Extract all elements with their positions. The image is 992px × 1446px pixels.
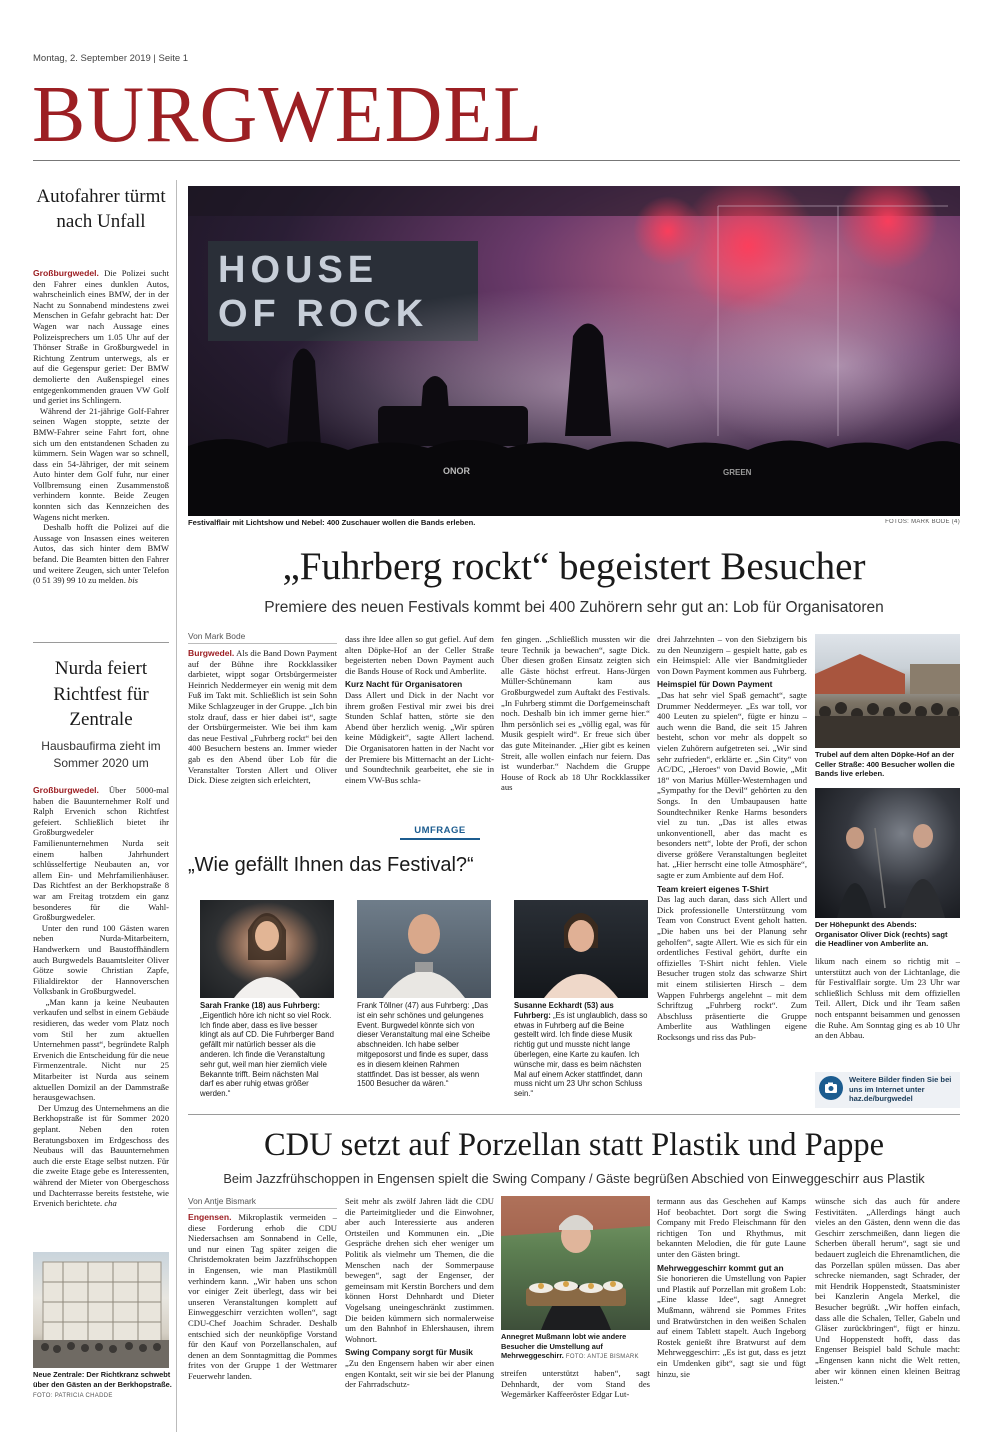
article-headline: Autofahrer türmt nach Unfall bbox=[36, 186, 166, 232]
umfrage-answer: Sarah Franke (18) aus Fuhrberg: „Eigentlich höre ich nicht so viel Rock. Ich finde aber, dass es live besser klingt als auf CD. Die Fuhrberger Band gefällt mir natürlich besser als die anderen. Ich finde die Veranstaltung sehr gut, weil man hier ziemlich viele Bekannte trifft. Beim nächsten Mal darf es aber ruhig etwas größer werden.“ bbox=[200, 1001, 334, 1099]
building-photo bbox=[33, 1252, 169, 1368]
byline: Von Mark Bode bbox=[188, 631, 246, 641]
person-name: Sarah Franke (18) aus Fuhrberg: bbox=[200, 1001, 321, 1010]
article-subhead: Team kreiert eigenes T-Shirt bbox=[657, 883, 769, 894]
buffet-photo bbox=[501, 1196, 650, 1330]
umfrage-answer: Susanne Eckhardt (53) aus Fuhrberg: „Es ist unglaublich, dass so etwas in Fuhrberg auf die Beine gestellt wird. Ich finde diese Musik richtig gut und musste nicht lange überlegen, eine Karte zu kaufen. Ich wünsche mir, dass es beim nächsten Mal auf einem Acker stattfindet, dann muss nicht um 23 Uhr schon Schluss sein.“ bbox=[514, 1001, 648, 1099]
article-column-4: termann aus das Geschehen auf Kamps Hof beobachtet. Dort sorgt die Swing Company mit Fredo Fleischmann für den richtigen Ton und Rhythmus, mit bekannten Melodien, die für gute Laune unter den Gästen bringt. Mehrweggeschirr kommt gut an Sie honorieren die Umstellung von Papier und Plastik auf Porzellan mit großem Lob: „Eine klasse Idee“, sagt Annegret Mußmann, während sie Pommes Frites und Bratwürstchen in den weißen Schalen auf einem Tablett stapelt. Auch Ingeborg Rostek genießt ihre Bratwurst auf dem Mehrweggeschirr: „Es ist gut, dass es jetzt ein Umdenken gibt“, sagt sie und fügt hinzu, sie bbox=[657, 1196, 806, 1379]
article-subhead: Beim Jazzfrühschoppen in Engensen spielt die Swing Company / Gäste begrüßen Abschied von Einweggeschirr aus Plastik bbox=[223, 1171, 925, 1186]
article-column-5: wünsche sich das auch für andere Festivitäten. „Allerdings hängt auch vieles an den Gästen, denn wenn die das Geschirr zerschmeißen, dann liegen die Scherben überall herum“, sagt sie und bedauert zugleich die Ehrenamtlichen, die das Porzellan spülen müssen. Das aber schrecke niemanden, sagt Schrader, der mit Hendrik Hoppenstedt, Staatsminister bei Kanzlerin Angela Merkel, die Besucher begrüßt. „Wir hoffen einfach, dass alle die Schalen, Teller, Gabeln und Gläser zurückbringen“, fügt er hinzu. Und Hoppenstedt hofft, dass das Engenser Beispiel bald Schule macht: „Engensen kann nicht die Welt retten, aber wir können einen kleinen Beitrag leisten.“ bbox=[815, 1196, 960, 1387]
camera-icon bbox=[819, 1076, 843, 1100]
article-headline: „Fuhrberg rockt“ begeistert Besucher bbox=[282, 545, 866, 588]
web-promo[interactable] bbox=[815, 1072, 960, 1108]
section-title: BURGWEDEL bbox=[32, 71, 544, 159]
author-signature: cha bbox=[104, 1198, 117, 1209]
concert-photo bbox=[188, 186, 960, 516]
photo-credit: FOTOS: MARK BODE (4) bbox=[885, 519, 960, 525]
article-dateline: Engensen. bbox=[188, 1212, 232, 1222]
article-column-1: Burgwedel. Als die Band Down Payment auf der Bühne ihre Rockklassiker darbietet, wippt sogar Ortsbürgermeister Heinrich Neddermeyer ein wenig mit dem Fuß im Takt mit. Schließlich ist sein Sohn Mike Schlagzeuger in der Gruppe. „Ich bin stolz drauf, dass er hier dabei ist“, sagte der Ortsbürgermeister. Wie bei ihm kam das neue Festival „Fuhrberg rockt“ bei den 400 Besuchern bestens an. Immer wieder gab es den Abend über Lob für die Veranstalter Torsten Allert und Oliver Dick. Diese zeigten sich erleichtert, bbox=[188, 648, 337, 786]
photo-caption: Neue Zentrale: Der Richtkranz schwebt über den Gästen an der Berkhopstraße. FOTO: PATRICIA CHADDE bbox=[33, 1370, 172, 1399]
photo-caption: Annegret Mußmann lobt wie andere Besucher die Umstellung auf Mehrweggeschirr. FOTO: ANTJE BISMARK bbox=[501, 1332, 639, 1361]
article-column-4: drei Jahrzehnten – von den Siebzigern bis zu den Neunzigern – gespielt hatte, gab es ein Heimspiel: Alle vier Bandmitglieder von Down Payment kommen aus Fuhrberg. Heimspiel für Down Payment „Das hat sehr viel Spaß gemacht“, sagte Drummer Neddermeyer. „Es war toll, vor 400 Leuten zu spielen“, fügte er hinzu – auch wenn die Band, die seit 15 Jahren besteht, schon vor mehr als doppelt so vielen Zuhörern aufgetreten sei. „Wir sind sehr zufrieden“, erklärte er. „Sin City“ von AC/DC, „Heroes“ von David Bowie, „Mit 18“ von Marius Müller-Westernhagen und „Sympathy for the Devil“ gehörten zu den Songs. In den Umbaupausen hatte Soundtechniker Renke Harms besonders viel zu tun. „Das ist alles etwas unkonventionell, aber das macht es besonders nett“, lobte der Profi, der schon diverse größere Veranstaltungen begleitet hat. „Hier herrscht eine tolle Atmosphäre“, sagte er zum Ambiente auf dem Hof. Team kreiert eigenes T-Shirt Das lag auch daran, dass sich Allert und Dick professionelle Unterstützung vom Team von Construct Event geholt hatten. „Die haben uns bei der Planung sehr geholfen“, sagte Allert. Wie es sich für ein ordentliches Festival gehört, durfte ein offizielles T-Shirt nicht fehlen. Viele Besucher trugen stolz das schwarze Shirt mit einem stilisierten Hirsch – dem Wappen Fuhrbergs angelehnt – mit dem Schriftzug „Fuhrberg rockt“. Zum Abschluss präsentierte die Gruppe Amberlite aus Wathlingen eigene Rocksongs und riss das Pub- bbox=[657, 634, 807, 1042]
article-column-3: streifen unterstützt haben“, sagt Dehnhardt, der vom Stand des Wegemärker Kaffeeröster Edgar Lut- bbox=[501, 1368, 650, 1400]
dateline: Montag, 2. September 2019 | Seite 1 bbox=[33, 53, 189, 64]
person-photo bbox=[514, 900, 648, 998]
header-rule bbox=[33, 160, 960, 161]
article-column-1: Engensen. Mikroplastik vermeiden – diese Forderung erhob die CDU Niedersachsen am Sonnabend in Celle, und nur einen Tag später zeigen die Christdemokraten beim Jazzfrühschoppen in Engensen, wie man Plastikmüll verhindern kann. „Wir haben uns schon vor einiger Zeit überlegt, dass wir bei unseren Veranstaltungen komplett auf Einweggeschirr verzichten wollen“, sagt CDU-Chef Joachim Schrader. Deshalb entschied sich der neunköpfige Vorstand für den Kauf von Porzellanschalen, auf denen an dem Sonntagmittag die Pommes frites von der Gruppe 1 der Wettmarer Feuerwehr landen. bbox=[188, 1212, 337, 1381]
article-body: Großburgwedel. Über 5000-mal haben die Bauunternehmer Rolf und Ralph Ervenich schon Richtfest gefeiert. Schließlich bietet ihr Großburgwedeler Familienunternehmen Nurda seit einem halben Jahrhundert schlüsselfertige Neubauten an, vor allem Ein- und Mehrfamilienhäuser. Das Richtfest an der Berkhopstraße 8 war am Freitag trotzdem ein ganz besonderes für die Wahl-Großburgwedeler. Unter den rund 100 Gästen waren neben Nurda-Mitarbeitern, Handwerkern und Baustoffhändlern auch Burgwedels Bauamtsleiter Oliver Götze sowie Christian Zapfe, Filialdirektor der Hannoverschen Volksbank in Großburgwedel. „Man kann ja keine Neubauten verkaufen und selbst in einem Gebäude residieren, das weder vom Platz noch vom Stil her zum aktuellen Unternehmen passt“, begründete Ralph Ervenich die Entscheidung für die neue Firmenzentrale. Nicht nur 25 Mitarbeiter ist Nurda aus seinem aktuellen Domizil an der Dammstraße herausgewachsen. Der Umzug des Unternehmens an die Berkhopstraße ist für Sommer 2020 geplant. Neben den roten Beratungsboxen im Erdgeschoss des Neubaus will das Bauunternehmen auch die erste Etage selbst nutzen. Für die zweite Etage gebe es Interessenten, während der Mieter von Obergeschoss und Dachterrasse bereits feststehe, wie Ervenich berichtete. cha bbox=[33, 785, 169, 1209]
article-headline: CDU setzt auf Porzellan statt Plastik und Pappe bbox=[263, 1127, 885, 1163]
person-name: Susanne Eckhardt (53) aus Fuhrberg: bbox=[514, 1001, 614, 1020]
photo-caption: Trubel auf dem alten Döpke-Hof an der Celler Straße: 400 Besucher wollen die Bands live erleben. bbox=[815, 750, 955, 779]
article-dateline: Großburgwedel. bbox=[33, 785, 99, 795]
article-dateline: Großburgwedel. bbox=[33, 268, 99, 278]
person-photo bbox=[357, 900, 491, 998]
article-subhead: Hausbaufirma zieht im Sommer 2020 um bbox=[41, 739, 161, 770]
umfrage-question: „Wie gefällt Ihnen das Festival?“ bbox=[188, 854, 474, 876]
byline: Von Antje Bismark bbox=[188, 1196, 256, 1206]
web-promo-text: Weitere Bilder finden Sie bei uns im Internet unter haz.de/burgwedel bbox=[849, 1075, 952, 1104]
photo-credit: FOTO: ANTJE BISMARK bbox=[565, 1354, 639, 1361]
article-subhead: Heimspiel für Down Payment bbox=[657, 679, 773, 690]
article-subhead: Swing Company sorgt für Musik bbox=[345, 1347, 473, 1358]
article-column-3: fen gingen. „Schließlich mussten wir die teure Technik ja bewachen“, sagte Dick. Über diesen großen Einsatz zeigten sich alle Gäste höchst erfreut. Hans-Jürgen Müller-Schünemann kam aus Großburgwedel zum Auftakt des Festivals. „In Fuhrberg stimmt die Dorfgemeinschaft noch. Deshalb bin ich immer gerne hier.“ Ihm persönlich sei es „völlig egal, was für Musik gespielt wird“. Er freue sich über das gute Miteinander. „Hier gibt es keinen Streit, alle wollen einfach nur feiern. Das ist wunderbar.“ Nachdem die Gruppe House of Rock ab 18 Uhr Rockklassiker aus bbox=[501, 634, 650, 793]
umfrage-answer: Frank Töllner (47) aus Fuhrberg: „Das ist ein sehr schönes und gelungenes Event. Burgwedel könnte sich von dieser Veranstaltung mal eine Scheibe abschneiden. Ich habe selber mitgeposorst und finde es super, dass es in diesem kleinen Rahmen stattfindet. Das ist besser, als wenn 1500 Besucher da wären.“ bbox=[357, 1001, 491, 1089]
article-subhead: Kurz Nacht für Organisatoren bbox=[345, 679, 463, 690]
article-column-2: Seit mehr als zwölf Jahren lädt die CDU die Parteimitglieder und die Einwohner, aber auch Interessierte aus anderen Ortsteilen und Kommunen ein. „Die Gespräche drehen sich eher weniger um Politik als vielmehr um Themen, die die Menschen nach der Sommerpause bewegen“, sagt der Engenser, der gemeinsam mit Kerstin Borchers und dem können Horst Dehnhardt und Dieter Vogelsang uneingeschränkt zustimmen. Die beiden kümmern sich normalerweise um den Bahnhof in Ehlershausen, ihrem Wohnort. Swing Company sorgt für Musik „Zu den Engensern haben wir aber einen engen Kontakt, seit wir sie bei der Planung der Fahrradschutz- bbox=[345, 1196, 494, 1390]
article-column-2: dass ihre Idee allen so gut gefiel. Auf dem alten Döpke-Hof an der Celler Straße begeisterten neben Down Payment auch die Bands House of Rock und Amberlite. Kurz Nacht für Organisatoren Dass Allert und Dick in der Nacht vor ihrem großen Festival mir zwei bis drei Stunden Schlaf hatten, störte sie den Abend über herzlich wenig. „Wir spüren keine Müdigkeit“, sagte Allert lachend. Die Organisatoren hatten in der Nacht vor der Premiere bis Mitternacht an der Licht- und Soundtechnik gearbeitet, ehe sie in einem VW-Bus schla- bbox=[345, 634, 494, 785]
shirt-label: GREEN bbox=[723, 468, 752, 477]
article-column-5: likum nach einem so richtig mit – unterstützt auch von der Lichtanlage, die für Festivalflair sorgte. Um 23 Uhr war schließlich Schluss mit dem offiziellen Teil. Allert, Dick und ihr Team saßen noch entspannt beisammen und genossen die Ruhe. Am Sonntag ging es ab 10 Uhr an den Abbau. bbox=[815, 956, 960, 1041]
crowd-photo bbox=[815, 634, 960, 748]
photo-caption: Der Höhepunkt des Abends: Organisator Oliver Dick (rechts) sagt die Headliner von Amberlite an. bbox=[815, 920, 948, 949]
drum-label: ONOR bbox=[443, 466, 470, 476]
stage-photo bbox=[815, 788, 960, 918]
article-body: Großburgwedel. Die Polizei sucht den Fahrer eines dunklen Autos, wahrscheinlich eines BMW, der in der Nacht zu Sonnabend mindestens zwei Menschen in Gefahr gebracht hat: Der Wagen war nach Aussage eines Polizeisprechers um 1.05 Uhr auf der Thönser Straße in Großburgwedel in Richtung Zentrum unterwegs, als er auf die Gegenspur geriet: Der BMW demolierte den Außenspiegel eines entgegenkommenden grauen VW Golf und geriet ins Schlingern. Während der 21-jährige Golf-Fahrer seinen Wagen stoppte, setzte der BMW-Fahrer seine Fahrt fort, ohne sich um den entstandenen Schaden zu kümmern. Sein Wagen war so schnell, dass ein 54-Jähriger, der mit seinem Auto hinter dem Golf fuhr, nur einer Vollbremsung einen Zusammenstoß verhindern konnte. Beide Zeugen konnten sich das Kennzeichen des Wagens nicht merken. Deshalb hofft die Polizei auf die Aussage von Insassen eines weiteren Autos, das sich hinter dem BMW befand. Die Beamten bitten den Fahrer und weitere Zeugen, sich unter Telefon (0 51 39) 99 10 zu melden. bis bbox=[33, 268, 169, 586]
article-subhead: Premiere des neuen Festivals kommt bei 400 Zuhörern sehr gut an: Lob für Organisatoren bbox=[264, 599, 884, 616]
person-name: Frank Töllner (47) aus Fuhrberg: bbox=[357, 1001, 470, 1010]
article-dateline: Burgwedel. bbox=[188, 648, 235, 658]
article-headline: Nurda feiert Richtfest für Zentrale bbox=[53, 658, 149, 730]
author-signature: bis bbox=[128, 575, 139, 586]
photo-credit: FOTO: PATRICIA CHADDE bbox=[33, 1393, 113, 1399]
band-banner: HOUSE OF ROCK bbox=[218, 249, 429, 335]
article-subhead: Mehrweggeschirr kommt gut an bbox=[657, 1262, 784, 1273]
person-photo bbox=[200, 900, 334, 998]
umfrage-label: UMFRAGE bbox=[400, 824, 480, 840]
photo-caption: Festivalflair mit Lichtshow und Nebel: 400 Zuschauer wollen die Bands erleben. bbox=[188, 518, 476, 527]
left-column-rule bbox=[176, 180, 177, 1432]
